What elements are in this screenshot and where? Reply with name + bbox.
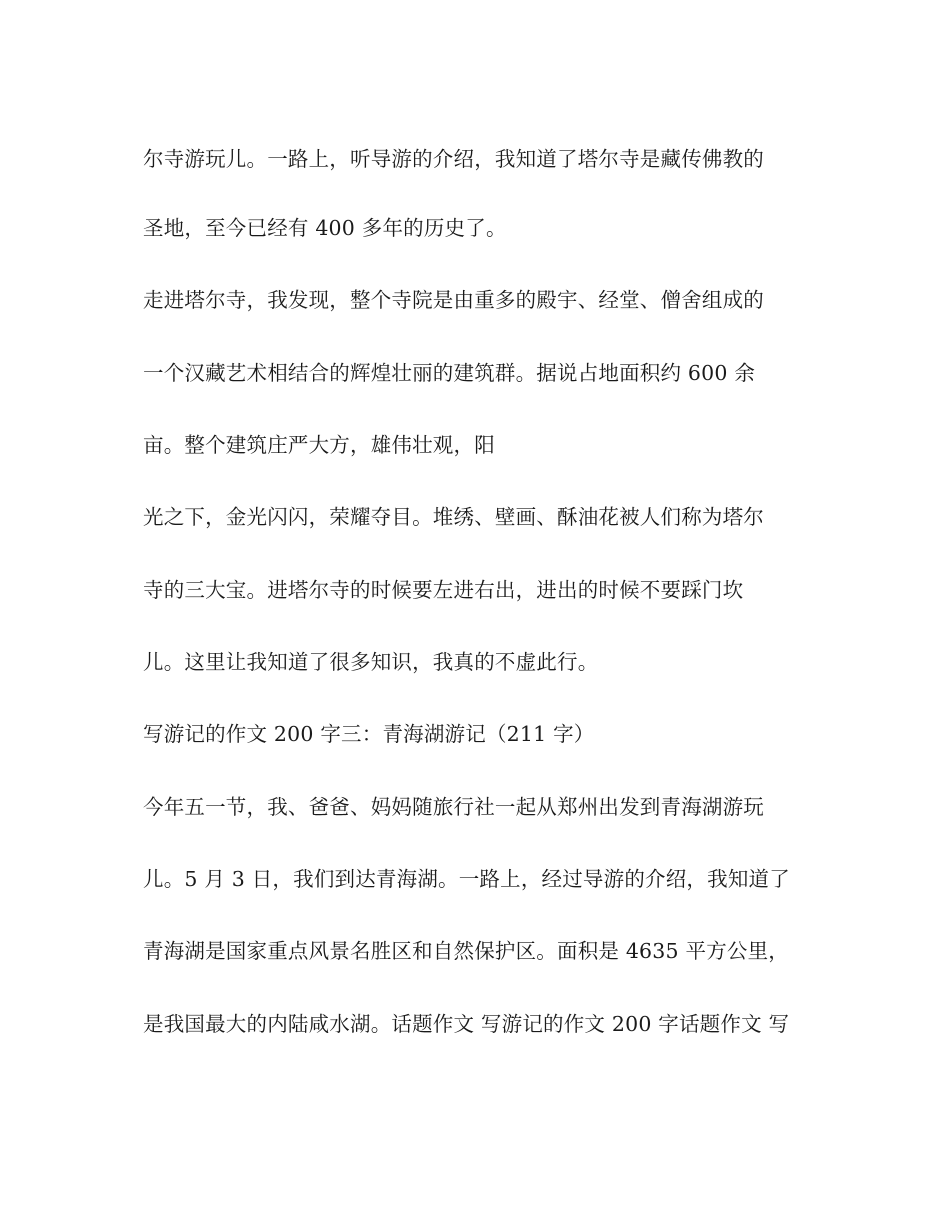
text-line-8: 儿。这里让我知道了很多知识，我真的不虚此行。 xyxy=(143,650,599,674)
text-line-3: 走进塔尔寺，我发现，整个寺院是由重多的殿宇、经堂、僧舍组成的 xyxy=(143,288,764,312)
text-line-2: 圣地，至今已经有 400 多年的历史了。 xyxy=(143,216,507,240)
text-line-10: 今年五一节，我、爸爸、妈妈随旅行社一起从郑州出发到青海湖游玩 xyxy=(143,795,764,819)
text-line-6: 光之下，金光闪闪，荣耀夺目。堆绣、壁画、酥油花被人们称为塔尔 xyxy=(143,505,764,529)
text-line-11: 儿。5 月 3 日，我们到达青海湖。一路上，经过导游的介绍，我知道了 xyxy=(143,867,790,891)
text-line-4: 一个汉藏艺术相结合的辉煌壮丽的建筑群。据说占地面积约 600 余 xyxy=(143,361,756,385)
text-line-13: 是我国最大的内陆咸水湖。话题作文 写游记的作文 200 字话题作文 写 xyxy=(143,1012,790,1036)
text-line-12: 青海湖是国家重点风景名胜区和自然保护区。面积是 4635 平方公里， xyxy=(143,939,790,963)
text-line-5: 亩。整个建筑庄严大方，雄伟壮观，阳 xyxy=(143,433,495,457)
section-heading: 写游记的作文 200 字三：青海湖游记（211 字） xyxy=(143,722,595,746)
text-line-1: 尔寺游玩儿。一路上，听导游的介绍，我知道了塔尔寺是藏传佛教的 xyxy=(143,147,764,171)
text-line-7: 寺的三大宝。进塔尔寺的时候要左进右出，进出的时候不要踩门坎 xyxy=(143,578,744,602)
